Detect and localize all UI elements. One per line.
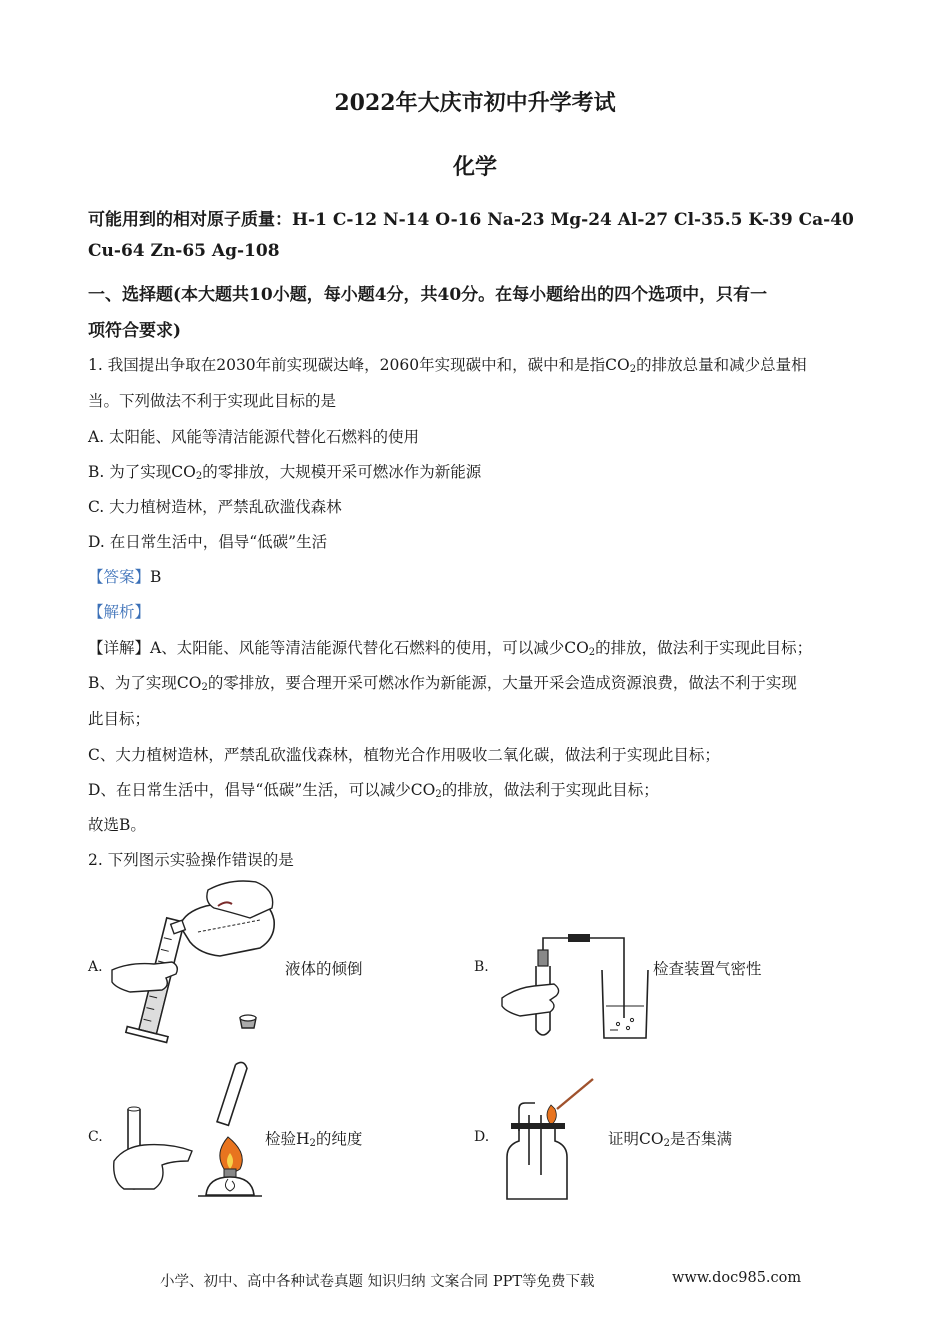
hydrogen-purity-test-illustration: [110, 1065, 270, 1205]
q1-stem-line-2: 当。下列做法不利于实现此目标的是: [88, 392, 337, 410]
detail-2-text-b: 的零排放，要合理开采可燃冰作为新能源，大量开采会造成资源浪费，做法不利于实现: [207, 674, 797, 692]
detail-5-text-b: 的排放，做法利于实现此目标；: [441, 781, 659, 799]
airtightness-check-illustration: [500, 930, 660, 1045]
q2-option-d-caption-b: 是否集满: [669, 1130, 732, 1148]
q1-option-d: D. 在日常生活中，倡导“低碳”生活: [88, 533, 328, 551]
q1-option-b: [88, 460, 481, 482]
analysis-tag: 【解析】: [88, 603, 151, 621]
q1-option-b-text-b: 的零排放，大规模开采可燃冰作为新能源: [202, 463, 482, 481]
detail-2-sub: 2: [201, 682, 208, 693]
q2-option-d-caption-sub: 2: [663, 1138, 670, 1149]
q1-option-a: A. 太阳能、风能等清洁能源代替化石燃料的使用: [88, 428, 420, 446]
q1-option-c: C. 大力植树造林，严禁乱砍滥伐森林: [88, 498, 342, 516]
q1-detail-line-2: [88, 671, 797, 693]
section-heading-line-1: 一、选择题(本大题共10小题，每小题4分，共40分。在每小题给出的四个选项中，只有一: [88, 285, 768, 305]
q1-detail-line-4: C、大力植树造林，严禁乱砍滥伐森林，植物光合作用吸收二氧化碳，做法利于实现此目标；: [88, 746, 720, 764]
detail-tag: 【详解】: [88, 639, 151, 657]
q1-detail-line-1: [88, 636, 812, 658]
page-title: 2022年大庆市初中升学考试: [334, 90, 616, 116]
q2-option-b-caption: 检查装置气密性: [653, 960, 762, 978]
detail-2-text-a: B、为了实现CO: [88, 674, 202, 692]
section-heading-line-2: 项符合要求): [88, 321, 182, 341]
q1-option-b-text-a: B. 为了实现CO: [88, 463, 196, 481]
q1-stem-text-a: 1. 我国提出争取在2030年前实现碳达峰，2060年实现碳中和，碳中和是指CO: [88, 356, 630, 374]
detail-5-sub: 2: [435, 789, 442, 800]
detail-1-text-a: A、太阳能、风能等清洁能源代替化石燃料的使用，可以减少CO: [150, 639, 589, 657]
q2-option-d-letter: D.: [474, 1129, 490, 1145]
answer-value: B: [150, 568, 162, 586]
atomic-mass-line-2: Cu-64 Zn-65 Ag-108: [88, 241, 280, 261]
q2-option-b-letter: B.: [474, 959, 489, 975]
q2-stem: 2. 下列图示实验操作错误的是: [88, 851, 294, 869]
co2-collection-check-illustration: [505, 1075, 610, 1205]
pouring-liquid-illustration: [110, 878, 280, 1048]
q1-answer: [88, 565, 161, 587]
q2-option-c-caption-b: 的纯度: [315, 1130, 363, 1148]
q1-stem-line-1: [88, 353, 807, 375]
footer-text: 小学、初中、高中各种试卷真题 知识归纳 文案合同 PPT等免费下载: [160, 1274, 595, 1290]
q1-stem-sub: 2: [629, 364, 637, 375]
q1-stem-text-b: 的排放总量和减少总量相: [636, 356, 807, 374]
q2-option-c-caption-sub: 2: [309, 1138, 316, 1149]
q1-conclusion: 故选B。: [88, 816, 146, 834]
q2-option-d-caption-a: 证明CO: [608, 1130, 664, 1148]
answer-tag: 【答案】: [88, 568, 151, 586]
detail-5-text-a: D、在日常生活中，倡导“低碳”生活，可以减少CO: [88, 781, 436, 799]
q2-option-c-letter: C.: [88, 1129, 103, 1145]
q2-option-a-letter: A.: [88, 959, 103, 975]
q2-option-d-caption: [608, 1127, 732, 1149]
q2-option-a-caption: 液体的倾倒: [285, 960, 363, 978]
atomic-mass-line-1: 可能用到的相对原子质量：H-1 C-12 N-14 O-16 Na-23 Mg-24 Al-27 Cl-35.5 K-39 Ca-40: [88, 210, 854, 230]
q1-detail-line-3: 此目标；: [88, 710, 151, 728]
q1-detail-line-5: [88, 778, 659, 800]
footer-link[interactable]: www.doc985.com: [672, 1270, 802, 1286]
q2-option-c-caption-a: 检验H: [265, 1130, 310, 1148]
detail-1-sub: 2: [588, 647, 596, 658]
q2-option-c-caption: [265, 1127, 362, 1149]
q1-option-b-sub: 2: [195, 471, 203, 482]
subject-title: 化学: [452, 154, 497, 180]
detail-1-text-b: 的排放，做法利于实现此目标；: [595, 639, 813, 657]
